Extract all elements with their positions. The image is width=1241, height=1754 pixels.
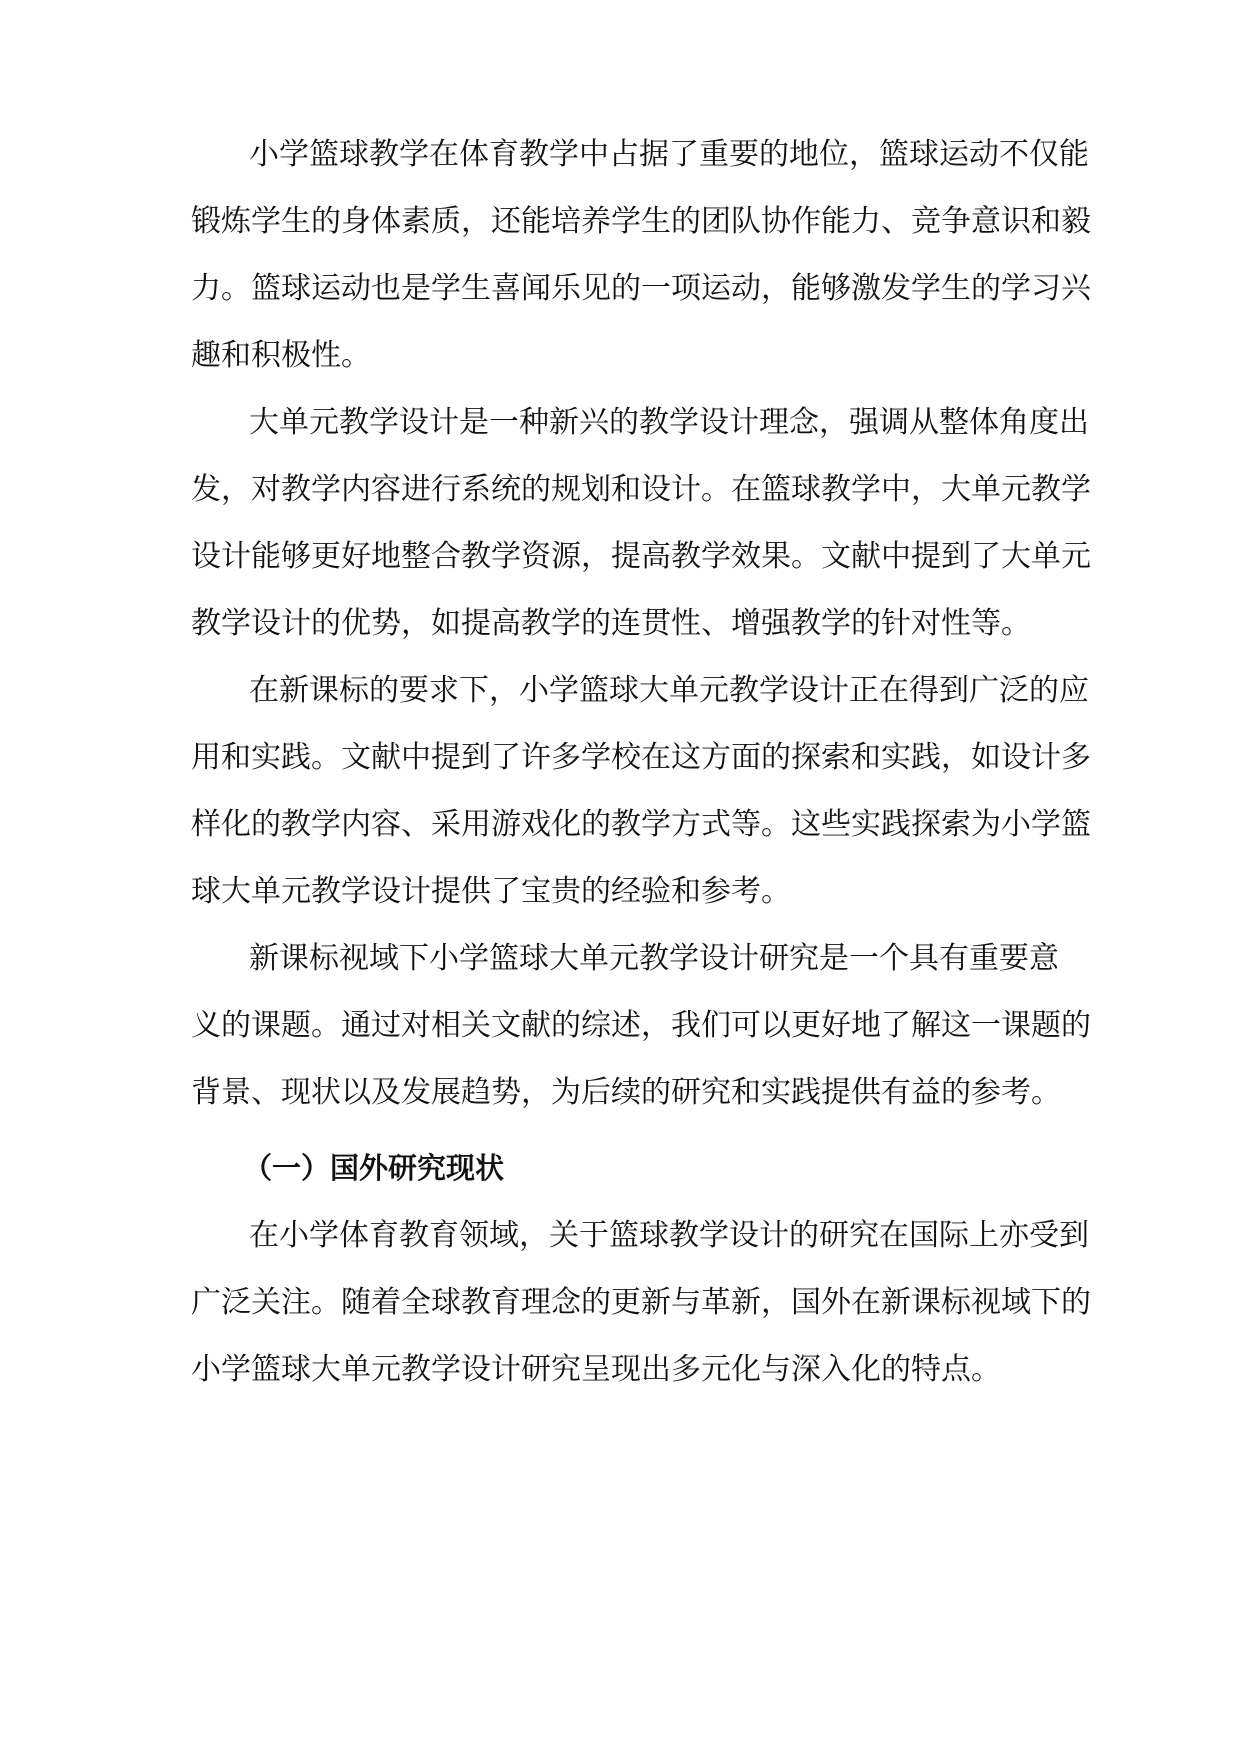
paragraph-4-line-2: 义的课题。通过对相关文献的综述，我们可以更好地了解这一课题的: [191, 1008, 1091, 1043]
paragraph-2-line-1: 大单元教学设计是一种新兴的教学设计理念，强调从整体角度出: [249, 405, 1089, 440]
paragraph-1-line-3: 力。篮球运动也是学生喜闻乐见的一项运动，能够激发学生的学习兴: [191, 271, 1091, 306]
paragraph-2-line-4: 教学设计的优势，如提高教学的连贯性、增强教学的针对性等。: [191, 606, 1031, 641]
paragraph-2-line-2: 发，对教学内容进行系统的规划和设计。在篮球教学中，大单元教学: [191, 472, 1091, 507]
paragraph-2-line-3: 设计能够更好地整合教学资源，提高教学效果。文献中提到了大单元: [191, 539, 1091, 574]
paragraph-1-line-1: 小学篮球教学在体育教学中占据了重要的地位，篮球运动不仅能: [249, 137, 1089, 172]
paragraph-1-line-4: 趣和积极性。: [191, 338, 371, 373]
section-paragraph-line-3: 小学篮球大单元教学设计研究呈现出多元化与深入化的特点。: [191, 1352, 1001, 1387]
paragraph-4-line-3: 背景、现状以及发展趋势，为后续的研究和实践提供有益的参考。: [191, 1075, 1061, 1110]
paragraph-1-line-2: 锻炼学生的身体素质，还能培养学生的团队协作能力、竞争意识和毅: [191, 204, 1091, 239]
paragraph-3-line-3: 样化的教学内容、采用游戏化的教学方式等。这些实践探索为小学篮: [191, 807, 1091, 842]
section-paragraph-line-1: 在小学体育教育领域，关于篮球教学设计的研究在国际上亦受到: [249, 1218, 1089, 1253]
paragraph-3-line-4: 球大单元教学设计提供了宝贵的经验和参考。: [191, 874, 791, 909]
paragraph-3-line-2: 用和实践。文献中提到了许多学校在这方面的探索和实践，如设计多: [191, 740, 1091, 775]
section-paragraph-line-2: 广泛关注。随着全球教育理念的更新与革新，国外在新课标视域下的: [191, 1285, 1091, 1320]
section-heading: （一）国外研究现状: [243, 1151, 505, 1185]
paragraph-4-line-1: 新课标视域下小学篮球大单元教学设计研究是一个具有重要意: [249, 941, 1059, 976]
paragraph-3-line-1: 在新课标的要求下，小学篮球大单元教学设计正在得到广泛的应: [249, 673, 1089, 708]
